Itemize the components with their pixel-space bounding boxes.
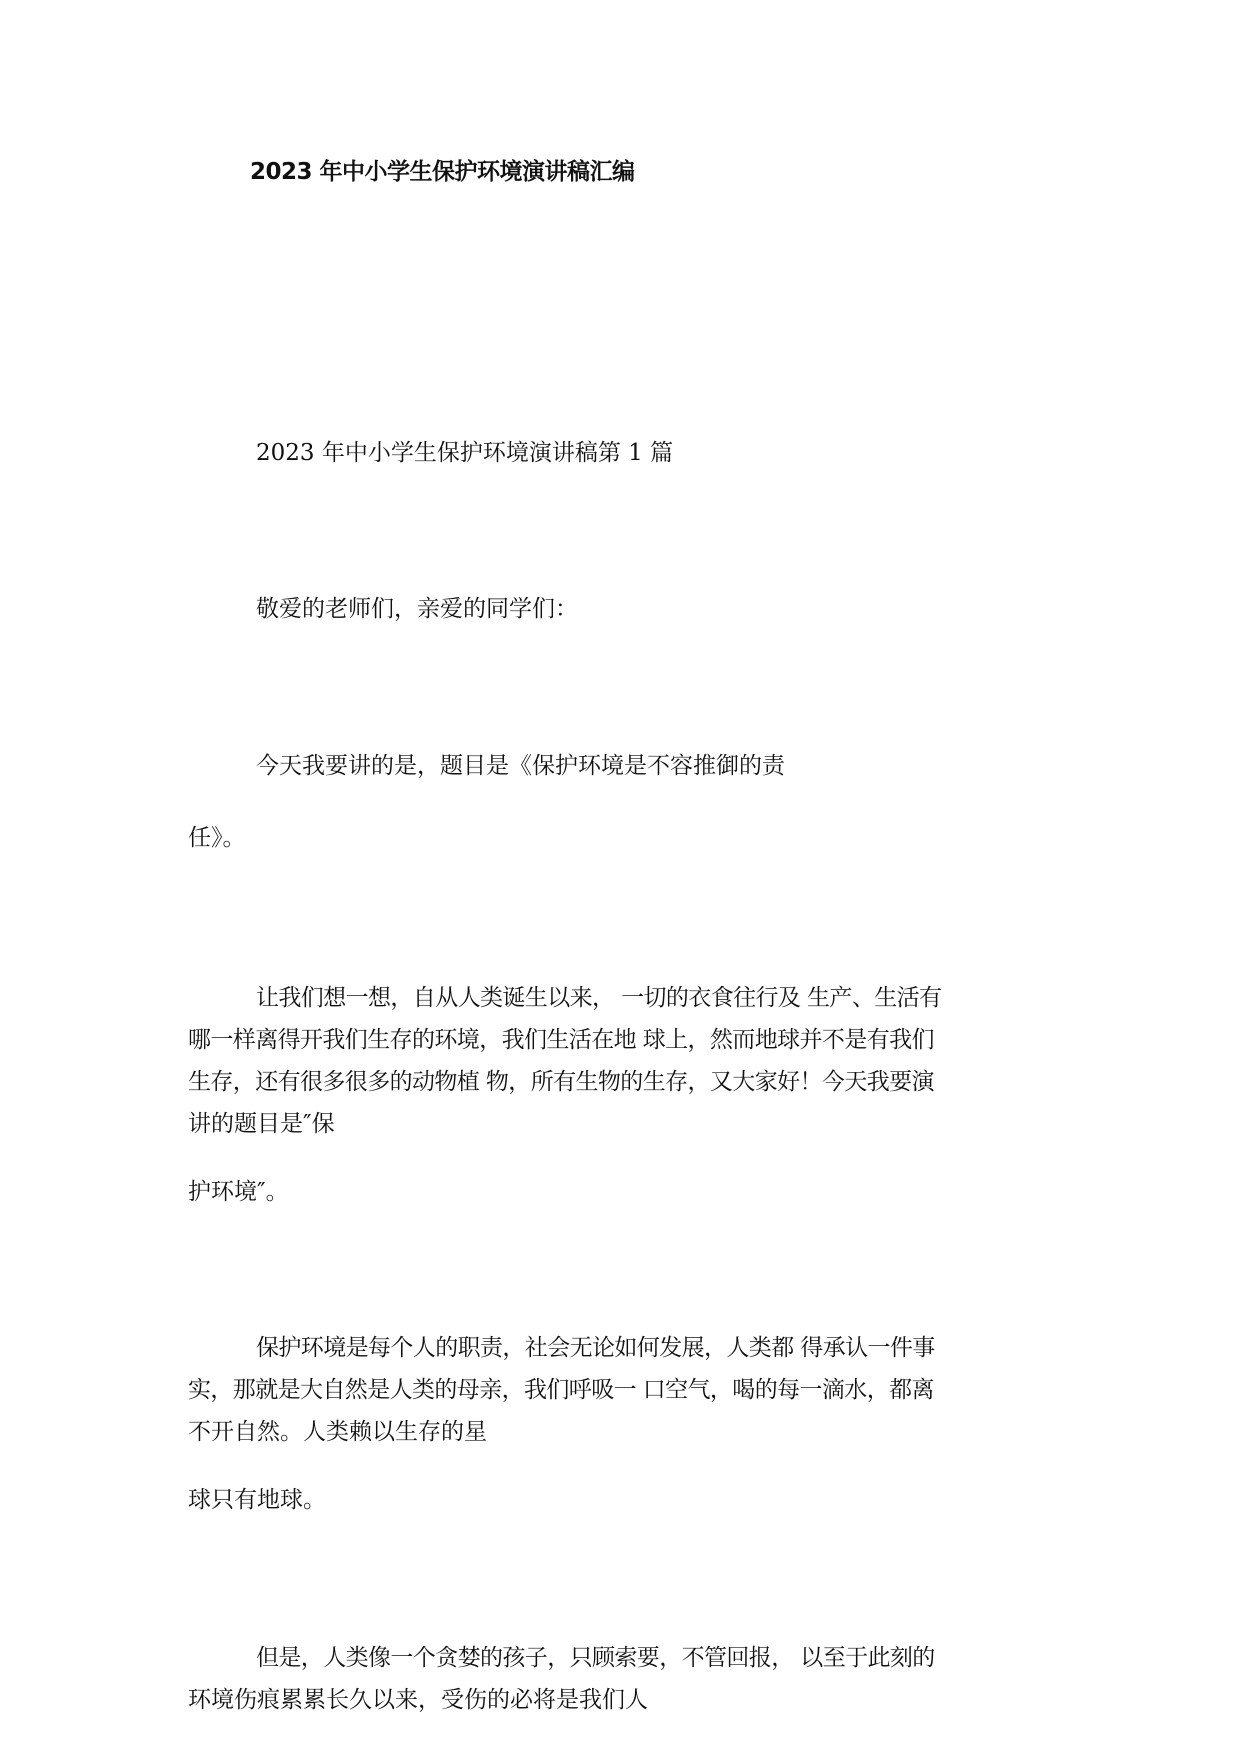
paragraph-3-line-2: 实，那就是大自然是人类的母亲，我们呼吸一 口空气，喝的每一滴水，都离: [188, 1377, 934, 1403]
paragraph-2-line-4: 讲的题目是″保: [188, 1111, 335, 1137]
paragraph-4-line-1: 但是，人类像一个贪婪的孩子，只顾索要，不管回报， 以至于此刻的: [256, 1645, 935, 1671]
greeting-line: 敬爱的老师们，亲爱的同学们：: [256, 596, 578, 622]
paragraph-2-line-3: 生存，还有很多很多的动物植 物，所有生物的生存，又大家好！今天我要演: [188, 1069, 934, 1095]
paragraph-1-line-1: 今天我要讲的是，题目是《保护环境是不容推御的责: [256, 753, 785, 779]
paragraph-2-line-1: 让我们想一想，自从人类诞生以来， 一切的衣食往行及 生产、生活有: [256, 985, 942, 1011]
paragraph-1-line-2: 任》。: [188, 825, 246, 851]
paragraph-4-line-2: 环境伤痕累累长久以来，受伤的必将是我们人: [188, 1687, 648, 1713]
paragraph-3-line-1: 保护环境是每个人的职责，社会无论如何发展，人类都 得承认一件事: [256, 1335, 935, 1361]
section-heading: 2023 年中小学生保护环境演讲稿第 1 篇: [256, 440, 674, 466]
paragraph-3-line-4: 球只有地球。: [188, 1487, 326, 1513]
paragraph-3-line-3: 不开自然。人类赖以生存的星: [188, 1419, 487, 1445]
paragraph-2-line-2: 哪一样离得开我们生存的环境，我们生活在地 球上，然而地球并不是有我们: [188, 1027, 934, 1053]
paragraph-2-line-5: 护环境″。: [188, 1179, 289, 1205]
document-title: 2023 年中小学生保护环境演讲稿汇编: [250, 159, 635, 185]
